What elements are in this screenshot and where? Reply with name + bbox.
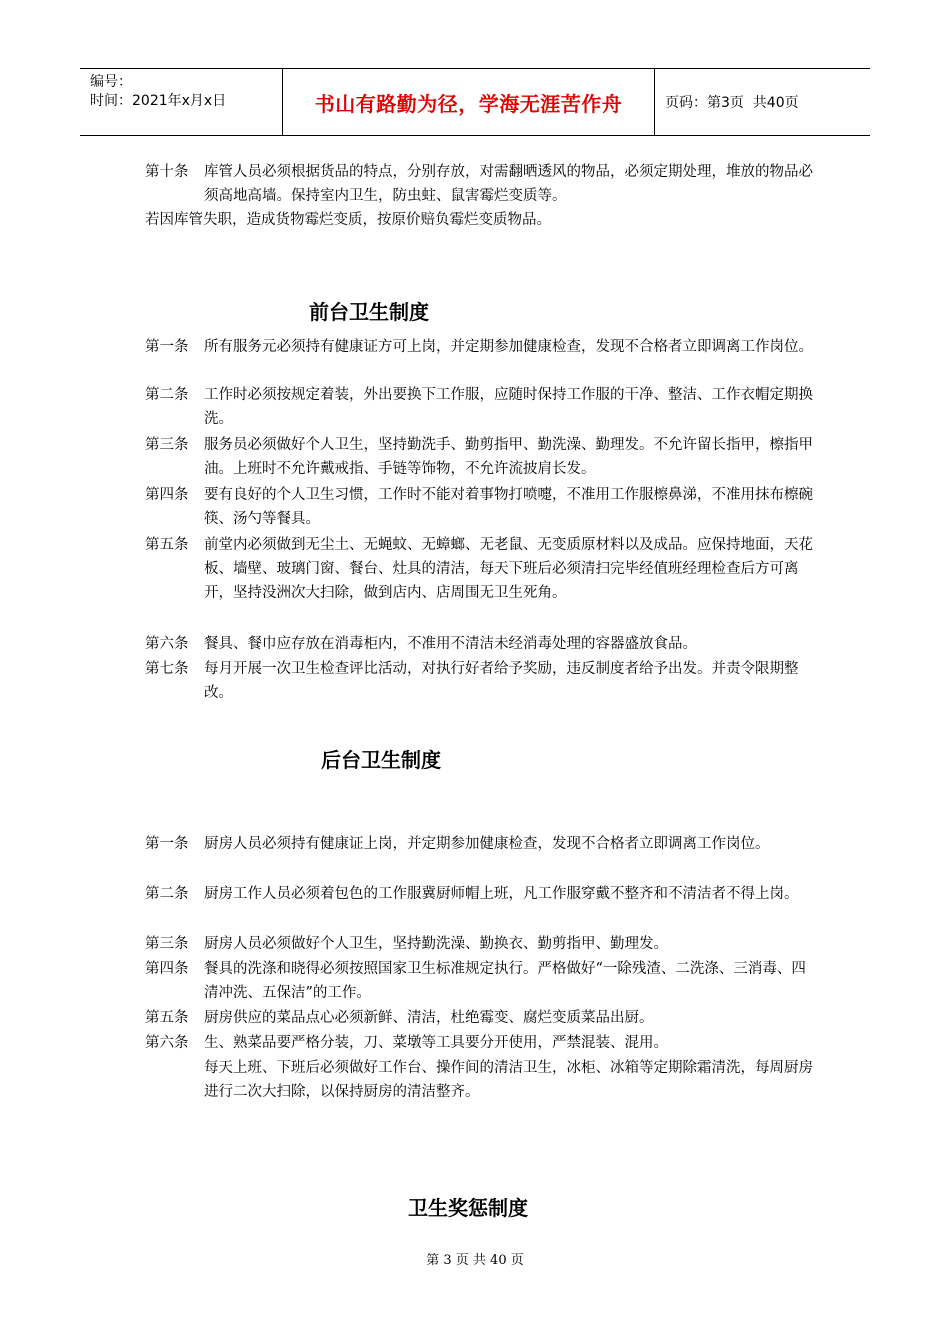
article (145, 483, 815, 531)
article-text: 厨房人员必须持有健康证上岗，并定期参加健康检查，发现不合格者立即调离工作岗位。 (204, 836, 770, 852)
article (145, 932, 815, 956)
section-title: 卫生奖惩制度 (408, 1196, 528, 1220)
article-number: 第二条 (145, 886, 189, 902)
article-text: 要有良好的个人卫生习惯，工作时不能对着事物打喷嚏，不准用工作服檫鼻涕，不准用抹布檫碗筷、汤勺等餐具。 (204, 487, 813, 527)
section-title: 后台卫生制度 (321, 748, 441, 772)
document-date-label: 时间：2021年x月x日 (90, 93, 227, 109)
article-number: 第六条 (145, 636, 189, 652)
article-text: 厨房工作人员必须着包色的工作服冀厨师帽上班，凡工作服穿戴不整齐和不清洁者不得上岗。 (204, 886, 799, 902)
article (145, 657, 815, 705)
article (145, 882, 815, 906)
article-number: 第七条 (145, 661, 189, 677)
article-number: 第一条 (145, 339, 189, 355)
document-number-label: 编号： (90, 74, 132, 90)
article-number: 第十条 (145, 164, 189, 180)
article-text: 若因库管失职，造成货物霉烂变质，按原价赔负霉烂变质物品。 (145, 212, 551, 228)
article-number: 第六条 (145, 1035, 189, 1051)
header-meta (80, 69, 282, 135)
article-number: 第二条 (145, 387, 189, 403)
article-text: 库管人员必须根据货品的特点，分别存放，对需翻晒透风的物品，必须定期处理，堆放的物品必须高地高墙。保持室内卫生，防虫蛀、鼠害霉烂变质等。 (204, 164, 813, 204)
article (145, 383, 815, 431)
article-text: 前堂内必须做到无尘土、无蝇蚊、无蟑螂、无老鼠、无变质原材料以及成品。应保持地面，天花板、墙壁、玻璃门窗、餐台、灶具的清洁，每天下班后必须清扫完毕经值班经理检查后方可离开，坚持没洲次大扫除，做到店内、店周围无卫生死角。 (204, 537, 813, 601)
article-text: 工作时必须按规定着装，外出要换下工作服，应随时保持工作服的干净、整洁、工作衣帽定期换洗。 (204, 387, 813, 427)
article (145, 335, 815, 359)
article-text: 每天上班、下班后必须做好工作台、操作间的清洁卫生，冰柜、冰箱等定期除霜清洗，每周厨房进行二次大扫除，以保持厨房的清洁整齐。 (204, 1060, 813, 1100)
article (145, 1056, 815, 1104)
article-number: 第五条 (145, 537, 189, 553)
article-number: 第五条 (145, 1010, 189, 1026)
section-title: 前台卫生制度 (309, 300, 429, 324)
article-number: 第四条 (145, 961, 189, 977)
article-text: 厨房人员必须做好个人卫生，坚持勤洗澡、勤换衣、勤剪指甲、勤理发。 (204, 936, 668, 952)
article (145, 1031, 815, 1055)
article-text: 餐具的洗涤和晓得必须按照国家卫生标准规定执行。严格做好“一除残渣、二洗涤、三消毒、四清冲洗、五保洁”的工作。 (204, 961, 806, 1001)
page-header (80, 68, 870, 136)
article-number: 第三条 (145, 936, 189, 952)
article-text: 每月开展一次卫生检查评比活动，对执行好者给予奖励，违反制度者给予出发。并责令限期整改。 (204, 661, 799, 701)
article (145, 632, 815, 656)
page-info-text: 页码：第3页 共40页 (665, 95, 799, 111)
article-text: 厨房供应的菜品点心必须新鲜、清洁，杜绝霉变、腐烂变质菜品出厨。 (204, 1010, 654, 1026)
article-text: 所有服务元必须持有健康证方可上岗，并定期参加健康检查，发现不合格者立即调离工作岗位。 (204, 339, 813, 355)
article-number: 第四条 (145, 487, 189, 503)
header-page-info (655, 69, 870, 135)
article (145, 160, 815, 208)
article-text: 服务员必须做好个人卫生，坚持勤洗手、勤剪指甲、勤洗澡、勤理发。不允许留长指甲，檫指甲油。上班时不允许戴戒指、手链等饰物，不允许流披肩长发。 (204, 437, 813, 477)
header-motto: 书山有路勤为径，学海无涯苦作舟 (282, 69, 655, 135)
article-text: 餐具、餐巾应存放在消毒柜内，不准用不清洁未经消毒处理的容器盛放食品。 (204, 636, 697, 652)
article-number: 第一条 (145, 836, 189, 852)
article (145, 832, 815, 856)
article (145, 208, 815, 232)
article-number: 第三条 (145, 437, 189, 453)
article (145, 433, 815, 481)
article (145, 1006, 815, 1030)
article-text: 生、熟菜品要严格分装，刀、菜墩等工具要分开使用，严禁混装、混用。 (204, 1035, 668, 1051)
article (145, 533, 815, 605)
article (145, 957, 815, 1005)
page-footer: 第 3 页 共 40 页 (426, 1253, 524, 1268)
